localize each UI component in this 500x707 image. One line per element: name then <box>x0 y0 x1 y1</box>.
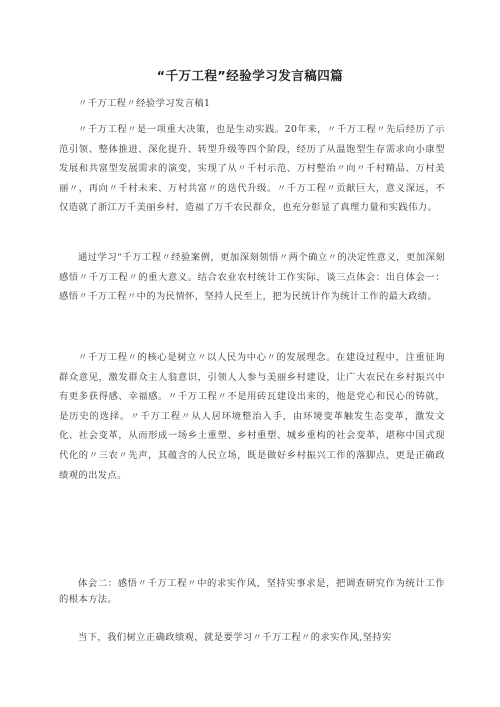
document-subtitle-block <box>59 94 445 114</box>
paragraph-block-2 <box>59 248 445 307</box>
paragraph-block-4 <box>59 576 445 608</box>
paragraph-2: 通过学习“千万工程〃经验案例，更加深刻领悟〃两个确立〃的决定性意义，更加深刻感悟〃千万工程〃的重大意义。结合农业农村统计工作实际，谈三点体会：出自体会一：感悟〃千万工程〃中的为民情怀，坚持人民至上，把为民统计作为统计工作的最大政绩。 <box>59 252 445 303</box>
paragraph-3: 〃千万工程〃的核心是树立〃以人民为中心〃的发展理念。在建设过程中，注重征询群众意见，激发群众主人翁意识，引领人人参与美丽乡村建设，让广大农民在乡村振兴中有更多获得感、幸福感。〃千万工程〃不是用砖瓦建设出来的，他是党心和民心的铸就，是历史的选择。〃千万工程〃从人居环境整治入手，由环境变革触发生态变革，激发文化、社会变革，从而形成一场乡土重塑、乡村重塑、城乡重构的社会变革，堪称中国式现代化的〃三农〃先声，其蕴含的人民立场，既是做好乡村振兴工作的落脚点，更是正确政绩观的出发点。 <box>59 352 445 481</box>
document-title: “千万工程”经验学习发言稿四篇 <box>156 68 344 83</box>
paragraph-4: 体会二：感悟〃千万工程〃中的求实作风，坚持实事求是，把调查研究作为统计工作的根本方法。 <box>59 578 445 605</box>
paragraph-block-3 <box>59 348 445 485</box>
paragraph-block-1 <box>59 120 445 218</box>
paragraph-block-5 <box>59 628 445 648</box>
document-subtitle: 〃千万工程〃经验学习发言稿1 <box>78 98 211 109</box>
paragraph-1: 〃千万工程〃是一项重大决策，也是生动实践。20年来，〃千万工程〃先后经历了示范引领、整体推进、深化提升、转型升级等四个阶段，经历了从温饱型生存需求向小康型发展和共富型发展需求的演变，实现了从〃千村示范、万村整治〃向〃千村精品、万村美丽〃，再向〃千村未来、万村共富〃的迭代升级。〃千万工程〃贡献巨大，意义深远，不仅造就了浙江万千美丽乡村，造福了万千农民群众，也充分彰显了真理力量和实践伟力。 <box>59 124 445 214</box>
paragraph-5: 当下，我们树立正确政绩观，就是要学习〃千万工程〃的求实作风,坚持实 <box>78 632 392 643</box>
